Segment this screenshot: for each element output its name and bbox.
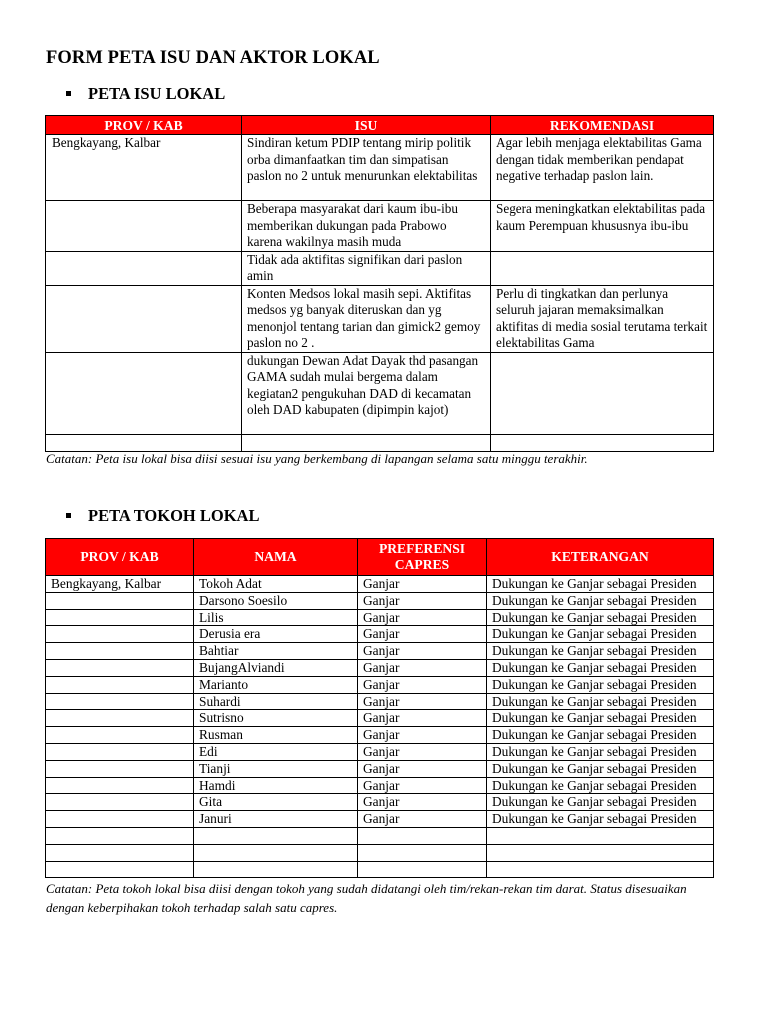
- table-row: [46, 676, 714, 693]
- col-header-prov: PROV / KAB: [46, 539, 194, 576]
- table-row: [46, 609, 714, 626]
- section-heading-tokoh-label: PETA TOKOH LOKAL: [88, 506, 260, 525]
- cell-keterangan: Dukungan ke Ganjar sebagai Presiden: [487, 609, 714, 626]
- cell-prov: [46, 592, 194, 609]
- section-heading-isu-label: PETA ISU LOKAL: [88, 84, 226, 103]
- cell-preferensi: [358, 844, 487, 861]
- cell-preferensi: Ganjar: [358, 659, 487, 676]
- tokoh-table-header: [46, 539, 714, 576]
- cell-prov: [46, 609, 194, 626]
- isu-note: Catatan: Peta isu lokal bisa diisi sesuai isu yang berkembang di lapangan selama satu minggu terakhir.: [46, 451, 588, 466]
- isu-table-header: [46, 116, 714, 135]
- cell-preferensi: Ganjar: [358, 592, 487, 609]
- cell-nama: Lilis: [194, 609, 358, 626]
- cell-prov: [46, 352, 242, 434]
- table-row: [46, 576, 714, 593]
- table-row: [46, 352, 714, 434]
- cell-keterangan: [487, 827, 714, 844]
- cell-preferensi: Ganjar: [358, 576, 487, 593]
- cell-preferensi: Ganjar: [358, 609, 487, 626]
- cell-prov: [46, 659, 194, 676]
- cell-prov: [46, 285, 242, 352]
- cell-prov: [46, 777, 194, 794]
- table-row: [46, 693, 714, 710]
- cell-prov: [46, 861, 194, 878]
- table-row: [46, 643, 714, 660]
- cell-keterangan: [487, 844, 714, 861]
- cell-rekomendasi: [491, 352, 714, 434]
- cell-preferensi: Ganjar: [358, 676, 487, 693]
- cell-prov: [46, 727, 194, 744]
- bullet-icon: [66, 91, 71, 96]
- cell-prov: [46, 201, 242, 252]
- cell-preferensi: Ganjar: [358, 693, 487, 710]
- cell-keterangan: Dukungan ke Ganjar sebagai Presiden: [487, 676, 714, 693]
- cell-nama: Marianto: [194, 676, 358, 693]
- table-row: [46, 251, 714, 285]
- table-row: [46, 777, 714, 794]
- cell-keterangan: Dukungan ke Ganjar sebagai Presiden: [487, 794, 714, 811]
- table-row: [46, 201, 714, 252]
- table-row: [46, 135, 714, 201]
- cell-prov: [46, 760, 194, 777]
- section-heading-isu: [66, 84, 225, 104]
- cell-prov: Bengkayang, Kalbar: [46, 576, 194, 593]
- cell-nama: [194, 827, 358, 844]
- cell-isu: Konten Medsos lokal masih sepi. Aktifitas medsos yg banyak diteruskan dan yg menonjol tentang tarian dan gimick2 gemoy paslon no 2 .: [242, 285, 491, 352]
- cell-isu: dukungan Dewan Adat Dayak thd pasangan GAMA sudah mulai bergema dalam kegiatan2 pengukuhan DAD di kecamatan oleh DAD kabupaten (dipimpin kajot): [242, 352, 491, 434]
- cell-nama: Tianji: [194, 760, 358, 777]
- cell-nama: Rusman: [194, 727, 358, 744]
- cell-keterangan: Dukungan ke Ganjar sebagai Presiden: [487, 777, 714, 794]
- cell-nama: Gita: [194, 794, 358, 811]
- cell-prov: [46, 710, 194, 727]
- cell-isu: Sindiran ketum PDIP tentang mirip politik orba dimanfaatkan tim dan simpatisan paslon no 2 untuk menurunkan elektabilitas: [242, 135, 491, 201]
- cell-keterangan: Dukungan ke Ganjar sebagai Presiden: [487, 727, 714, 744]
- cell-prov: [46, 643, 194, 660]
- cell-prov: [46, 743, 194, 760]
- cell-prov: [46, 794, 194, 811]
- cell-nama: Januri: [194, 811, 358, 828]
- cell-preferensi: [358, 861, 487, 878]
- cell-prov: Bengkayang, Kalbar: [46, 135, 242, 201]
- cell-nama: Tokoh Adat: [194, 576, 358, 593]
- col-header-isu: ISU: [242, 116, 491, 135]
- cell-nama: [194, 861, 358, 878]
- table-row: [46, 844, 714, 861]
- cell-preferensi: [358, 827, 487, 844]
- cell-prov: [46, 827, 194, 844]
- cell-nama: Hamdi: [194, 777, 358, 794]
- cell-rekomendasi: Perlu di tingkatkan dan perlunya seluruh jajaran memaksimalkan aktifitas di media sosial terutama terkait elektabilitas Gama: [491, 285, 714, 352]
- cell-keterangan: [487, 861, 714, 878]
- cell-preferensi: Ganjar: [358, 760, 487, 777]
- cell-nama: BujangAlviandi: [194, 659, 358, 676]
- table-row: [46, 285, 714, 352]
- cell-preferensi: Ganjar: [358, 626, 487, 643]
- cell-prov: [46, 844, 194, 861]
- table-row: [46, 659, 714, 676]
- cell-keterangan: Dukungan ke Ganjar sebagai Presiden: [487, 743, 714, 760]
- cell-nama: Darsono Soesilo: [194, 592, 358, 609]
- cell-prov: [46, 676, 194, 693]
- table-row: [46, 727, 714, 744]
- cell-isu: Tidak ada aktifitas signifikan dari paslon amin: [242, 251, 491, 285]
- table-row: [46, 811, 714, 828]
- cell-prov: [46, 811, 194, 828]
- cell-preferensi: Ganjar: [358, 727, 487, 744]
- form-title: FORM PETA ISU DAN AKTOR LOKAL: [46, 48, 380, 68]
- cell-nama: Suhardi: [194, 693, 358, 710]
- table-row: [46, 626, 714, 643]
- table-row: [46, 827, 714, 844]
- section-heading-tokoh: [66, 506, 259, 526]
- table-row: [46, 794, 714, 811]
- cell-nama: Derusia era: [194, 626, 358, 643]
- cell-keterangan: Dukungan ke Ganjar sebagai Presiden: [487, 592, 714, 609]
- cell-prov: [46, 626, 194, 643]
- cell-keterangan: Dukungan ke Ganjar sebagai Presiden: [487, 643, 714, 660]
- table-row: [46, 592, 714, 609]
- cell-keterangan: Dukungan ke Ganjar sebagai Presiden: [487, 693, 714, 710]
- cell-keterangan: Dukungan ke Ganjar sebagai Presiden: [487, 659, 714, 676]
- col-header-prov: PROV / KAB: [46, 116, 242, 135]
- cell-nama: Sutrisno: [194, 710, 358, 727]
- cell-rekomendasi: Segera meningkatkan elektabilitas pada kaum Perempuan khususnya ibu-ibu: [491, 201, 714, 252]
- cell-prov: [46, 693, 194, 710]
- cell-prov: [46, 251, 242, 285]
- cell-keterangan: Dukungan ke Ganjar sebagai Presiden: [487, 576, 714, 593]
- cell-rekomendasi: [491, 251, 714, 285]
- col-header-nama: NAMA: [194, 539, 358, 576]
- col-header-preferensi: PREFERENSI CAPRES: [358, 539, 487, 576]
- cell-keterangan: Dukungan ke Ganjar sebagai Presiden: [487, 626, 714, 643]
- cell-preferensi: Ganjar: [358, 777, 487, 794]
- table-row: [46, 760, 714, 777]
- cell-nama: Edi: [194, 743, 358, 760]
- cell-keterangan: Dukungan ke Ganjar sebagai Presiden: [487, 760, 714, 777]
- isu-table: [45, 115, 714, 452]
- cell-preferensi: Ganjar: [358, 794, 487, 811]
- cell-rekomendasi: Agar lebih menjaga elektabilitas Gama dengan tidak memberikan pendapat negative terhadap paslon lain.: [491, 135, 714, 201]
- cell-nama: [194, 844, 358, 861]
- cell-keterangan: Dukungan ke Ganjar sebagai Presiden: [487, 710, 714, 727]
- cell-preferensi: Ganjar: [358, 743, 487, 760]
- cell-preferensi: Ganjar: [358, 710, 487, 727]
- tokoh-table: [45, 538, 714, 878]
- table-row: [46, 861, 714, 878]
- table-row: [46, 710, 714, 727]
- cell-nama: Bahtiar: [194, 643, 358, 660]
- cell-preferensi: Ganjar: [358, 811, 487, 828]
- tokoh-note: Catatan: Peta tokoh lokal bisa diisi dengan tokoh yang sudah didatangi oleh tim/rekan-rekan tim darat. Status disesuaikan dengan keberpihakan tokoh terhadap salah satu capres.: [46, 881, 687, 915]
- bullet-icon: [66, 513, 71, 518]
- cell-isu: Beberapa masyarakat dari kaum ibu-ibu memberikan dukungan pada Prabowo karena wakilnya masih muda: [242, 201, 491, 252]
- tokoh-table-body: [46, 576, 714, 878]
- cell-keterangan: Dukungan ke Ganjar sebagai Presiden: [487, 811, 714, 828]
- cell-preferensi: Ganjar: [358, 643, 487, 660]
- table-row: [46, 743, 714, 760]
- col-header-rekomendasi: REKOMENDASI: [491, 116, 714, 135]
- col-header-keterangan: KETERANGAN: [487, 539, 714, 576]
